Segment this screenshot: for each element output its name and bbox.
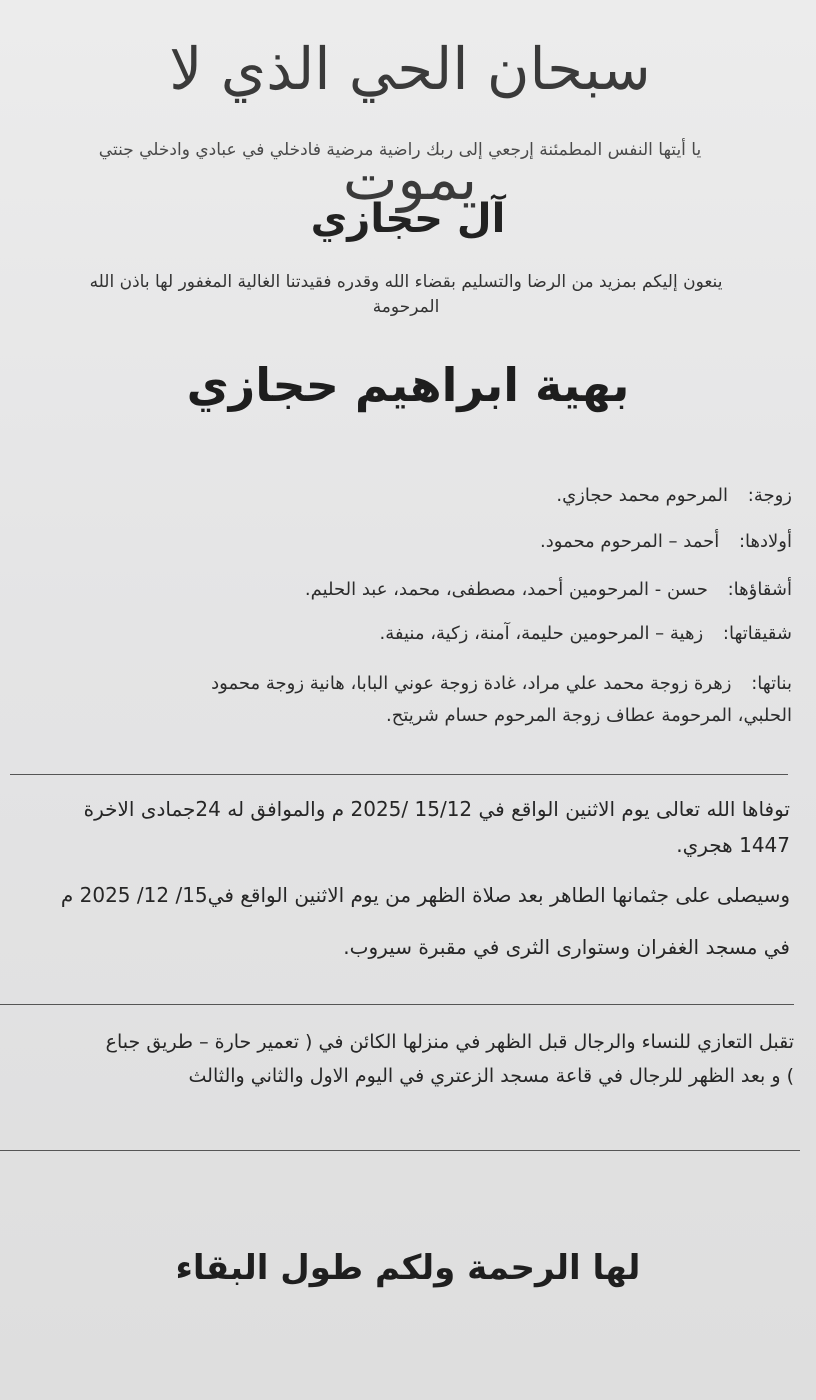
relative-row-sisters: [20, 618, 792, 650]
funeral-line-2: في مسجد الغفران وستوارى الثرى في مقبرة سيروب.: [343, 935, 790, 959]
relative-names: زهية – المرحومين حليمة، آمنة، زكية، منيفة.: [379, 623, 704, 644]
relative-label: شقيقاتها:: [722, 623, 792, 644]
relative-label: زوجة:: [747, 485, 792, 506]
relative-names: أحمد – المرحوم محمود.: [540, 531, 720, 552]
calligraphy-text: سبحان الحي الذي لا يموت: [169, 35, 651, 213]
relative-label: بناتها:: [751, 673, 792, 694]
relative-names-continued: الحلبي، المرحومة عطاف زوجة المرحوم حسام شريتح.: [386, 705, 792, 726]
relative-row-daughters: [20, 668, 792, 732]
relative-names: حسن - المرحومين أحمد، مصطفى، محمد، عبد الحليم.: [304, 579, 708, 600]
death-notice-line-2: 1447 هجري.: [676, 833, 790, 857]
intro-text: [18, 270, 794, 320]
relative-names: المرحوم محمد حجازي.: [556, 485, 729, 506]
relative-row-husband: [20, 480, 792, 512]
family-name: آل حجازي: [310, 196, 506, 242]
deceased-name: بهية ابراهيم حجازي: [186, 358, 630, 412]
intro-line-2: المرحومة: [372, 297, 440, 317]
closing-phrase: لها الرحمة ولكم طول البقاء: [175, 1248, 641, 1288]
funeral-line-1: وسيصلى على جثمانها الطاهر بعد صلاة الظهر من يوم الاثنين الواقع في15/ 12/ 2025 م: [60, 883, 790, 907]
quran-verse: يا أيتها النفس المطمئنة إرجعي إلى ربك راضية مرضية فادخلي في عبادي وادخلي جنتي: [98, 140, 702, 160]
condolence-line-1: تقبل التعازي للنساء والرجال قبل الظهر في منزلها الكائن في ( تعمير حارة – طريق جباع: [105, 1031, 794, 1053]
intro-line-1: ينعون إليكم بمزيد من الرضا والتسليم بقضاء الله وقدره فقيدتنا الغالية المغفور لها باذن الله: [89, 272, 723, 292]
relative-names: زهرة زوجة محمد علي مراد، غادة زوجة عوني البابا، هانية زوجة محمود: [211, 673, 732, 694]
condolence-line-2: ) و بعد الظهر للرجال في قاعة مسجد الزعتري في اليوم الاول والثاني والثالث: [188, 1065, 794, 1087]
death-notice-line-1: توفاها الله تعالى يوم الاثنين الواقع في 15/12 /2025 م والموافق له 24جمادى الاخرة: [83, 797, 790, 821]
divider-line: [0, 1004, 794, 1005]
relative-row-brothers: [20, 574, 792, 606]
divider-line: [10, 774, 788, 775]
relative-label: أشقاؤها:: [727, 579, 792, 600]
relative-row-sons: [20, 526, 792, 558]
divider-line: [0, 1150, 800, 1151]
relative-label: أولادها:: [738, 531, 792, 552]
